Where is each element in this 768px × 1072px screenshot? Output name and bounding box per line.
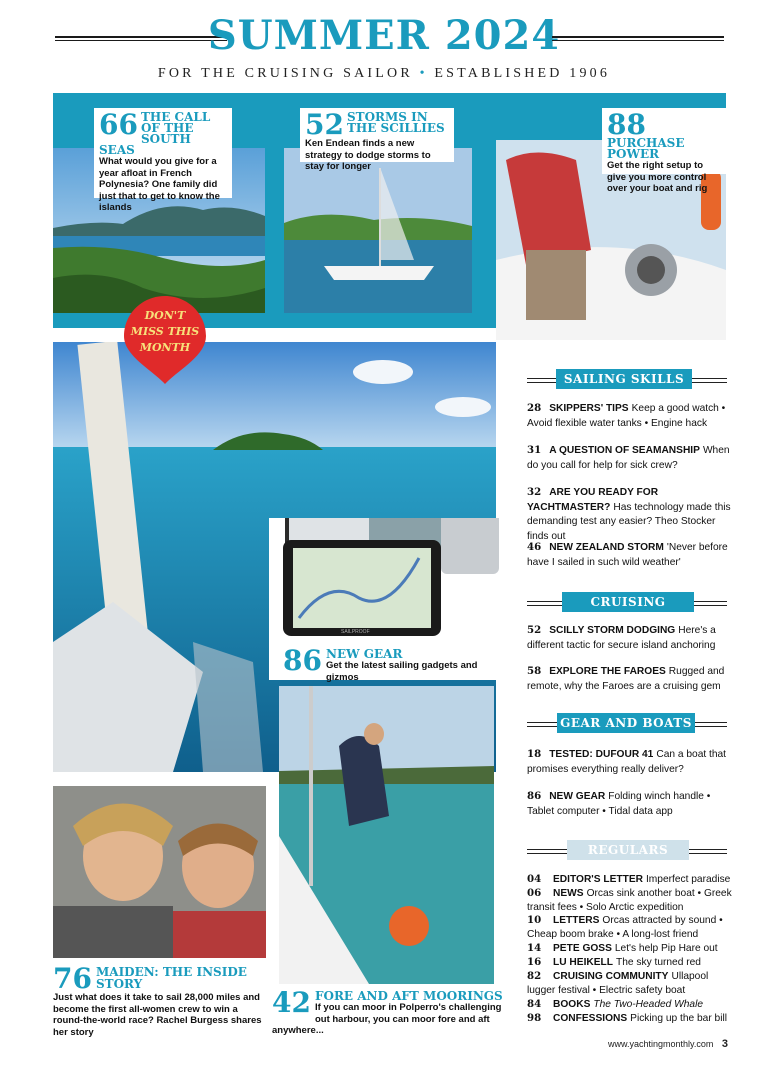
page-number: 3 <box>721 1038 728 1050</box>
feature-number: 52 <box>305 108 344 141</box>
feature-number: 42 <box>272 986 311 1019</box>
feature-heading: STORMS IN THE SCILLIES <box>346 110 445 135</box>
section-heading-regulars: REGULARS <box>567 840 689 860</box>
footer <box>560 1038 728 1050</box>
feature-number: 88 <box>607 108 646 141</box>
maiden-crew-photo <box>53 786 266 958</box>
feature-maiden[interactable] <box>53 962 266 1038</box>
contents-item[interactable]: 52 SCILLY STORM DODGING Here's a different tactic for secure island anchoring <box>527 624 716 651</box>
badge-text: DON'T MISS THIS MONTH <box>130 309 200 354</box>
tagline-left: FOR THE CRUISING SAILOR <box>157 66 413 81</box>
contents-item[interactable]: 18 TESTED: DUFOUR 41 Can a boat that promises everything really deliver? <box>527 748 727 775</box>
contents-item[interactable]: 98 CONFESSIONS Picking up the bar bill <box>527 1012 727 1024</box>
contents-item[interactable]: 58 EXPLORE THE FAROES Rugged and remote, why the Faroes are a cruising gem <box>527 665 725 692</box>
contents-item[interactable]: 31 A QUESTION OF SEAMANSHIP When do you call for help for sick crew? <box>527 444 730 471</box>
feature-heading: MAIDEN: THE INSIDE STORY <box>95 965 247 991</box>
contents-item[interactable]: 04 EDITOR'S LETTER Imperfect paradise <box>527 873 731 885</box>
feature-number: 86 <box>283 644 322 677</box>
tagline <box>0 66 768 82</box>
feature-standfirst: Ken Endean finds a new strategy to dodge storms to stay for longer <box>305 138 431 172</box>
section-heading-sailing-skills: SAILING SKILLS <box>556 369 692 389</box>
feature-new-gear[interactable] <box>283 644 505 683</box>
new-gear-inset <box>269 518 509 683</box>
header-rule-right <box>552 36 724 41</box>
contents-item[interactable]: 10 LETTERS Orcas attracted by sound • Cheap boom brake • A long-lost friend <box>527 914 723 940</box>
tagline-right: ESTABLISHED 1906 <box>434 66 611 81</box>
mooring-photo <box>279 686 494 984</box>
magazine-issue-title: SUMMER 2024 <box>207 12 561 59</box>
feature-standfirst: If you can moor in Polperro's challenging out harbour, you can moor fore and aft anywhere... <box>272 1002 502 1036</box>
feature-heading: NEW GEAR <box>325 647 403 661</box>
feature-heading: THE CALL OF THE SOUTH SEAS <box>99 110 211 157</box>
tagline-dot: • <box>419 66 428 81</box>
feature-standfirst: Just what does it take to sail 28,000 miles and become the first all-women crew to win a round-the-world race? Rachel Burgess shares her story <box>53 992 262 1038</box>
feature-standfirst: Get the latest sailing gadgets and gizmos <box>325 660 478 683</box>
contents-item[interactable]: 86 NEW GEAR Folding winch handle • Tablet computer • Tidal data app <box>527 790 711 817</box>
contents-item[interactable]: 46 NEW ZEALAND STORM 'Never before have I sailed in such wild weather' <box>527 541 728 568</box>
footer-url[interactable]: www.yachtingmonthly.com <box>607 1039 714 1049</box>
contents-item[interactable]: 14 PETE GOSS Let's help Pip Hare out <box>527 942 718 954</box>
feature-moorings[interactable] <box>272 986 507 1037</box>
scillies-yacht-photo <box>284 148 472 313</box>
feature-standfirst: What would you give for a year afloat in French Polynesia? One family did just that to get to know the islands <box>99 156 220 213</box>
feature-south-seas[interactable] <box>94 108 232 213</box>
section-heading-gear-boats: GEAR AND BOATS <box>557 713 695 733</box>
contents-item[interactable]: 06 NEWS Orcas sink another boat • Greek transit fees • Solo Arctic expedition <box>527 887 732 913</box>
contents-item[interactable]: 16 LU HEIKELL The sky turned red <box>527 956 701 968</box>
contents-item[interactable]: 32 ARE YOU READY FOR YACHTMASTER? Has technology made this demanding test any easier? Theo Stocker finds out <box>527 486 731 542</box>
contents-item[interactable]: 84 BOOKS The Two-Headed Whale <box>527 998 704 1010</box>
contents-item[interactable]: 28 SKIPPERS' TIPS Keep a good watch • Avoid flexible water tanks • Engine hack <box>527 402 726 429</box>
feature-standfirst: Get the right setup to give you more control over your boat and rig <box>607 160 708 194</box>
feature-heading: PURCHASE POWER <box>607 136 685 161</box>
feature-purchase[interactable] <box>602 108 726 194</box>
feature-number: 76 <box>53 962 92 995</box>
contents-item[interactable]: 82 CRUISING COMMUNITY Ullapool lugger festival • Electric safety boat <box>527 970 709 996</box>
section-heading-cruising: CRUISING <box>562 592 694 612</box>
tablet-brand-label: SAILPROOF <box>341 629 370 635</box>
feature-number: 66 <box>99 108 138 141</box>
feature-storms[interactable] <box>300 108 454 172</box>
dont-miss-badge <box>122 294 208 386</box>
feature-heading: FORE AND AFT MOORINGS <box>314 989 503 1003</box>
